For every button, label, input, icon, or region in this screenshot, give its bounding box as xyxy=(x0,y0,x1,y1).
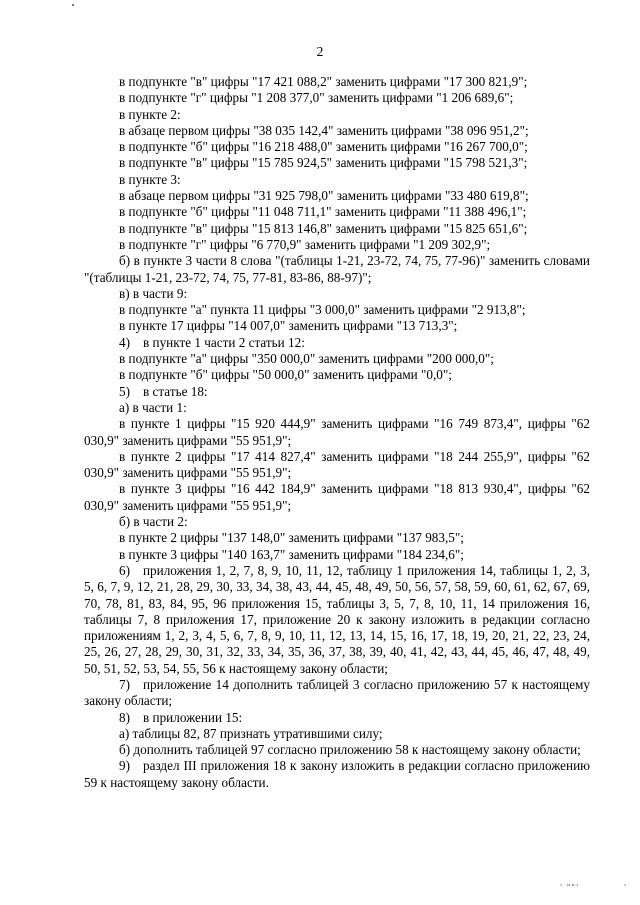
paragraph: б) дополнить таблицей 97 согласно приложению 58 к настоящему закону области; xyxy=(119,742,581,758)
paragraph: в подпункте "б" цифры "11 048 711,1" заменить цифрами "11 388 496,1"; xyxy=(119,204,527,220)
scan-artifact xyxy=(72,4,74,6)
item-number: 5) xyxy=(119,383,130,399)
paragraph: в) в части 9: xyxy=(119,285,188,301)
paragraph: в пункте 17 цифры "14 007,0" заменить цифрами "13 713,3"; xyxy=(119,318,458,334)
paragraph: в подпункте "г" цифры "6 770,9" заменить цифрами "1 209 302,9"; xyxy=(119,236,491,252)
paragraph: в пункте 3: xyxy=(119,171,181,187)
paragraph: а) таблицы 82, 87 признать утратившими силу; xyxy=(119,725,383,741)
paragraph: б) в части 2: xyxy=(119,514,188,530)
numbered-item-9 xyxy=(84,758,590,791)
item-text: раздел III приложения 18 к закону изложить в редакции согласно приложению 59 к настоящему закону области. xyxy=(84,758,590,790)
item-number: 8) xyxy=(119,709,130,725)
item-number: 7) xyxy=(119,676,130,692)
paragraph: в подпункте "б" цифры "16 218 488,0" заменить цифрами "16 267 700,0"; xyxy=(119,139,528,155)
paragraph: в подпункте "в" цифры "17 421 088,2" заменить цифрами "17 300 821,9"; xyxy=(119,74,528,89)
paragraph: в подпункте "б" цифры "50 000,0" заменить цифрами "0,0"; xyxy=(119,367,452,383)
paragraph: в подпункте "а" пункта 11 цифры "3 000,0" заменить цифрами "2 913,8"; xyxy=(119,302,526,318)
item-number: 9) xyxy=(119,758,130,774)
paragraph: в пункте 2 цифры "137 148,0" заменить цифрами "137 983,5"; xyxy=(119,530,464,546)
paragraph: б) в пункте 3 части 8 слова "(таблицы 1-21, 23-72, 74, 75, 77-96)" заменить словами "(таблицы 1-21, 23-72, 74, 75, 77-81, 83-86, 88-97)"; xyxy=(84,253,590,285)
item-text: в пункте 1 части 2 статьи 12: xyxy=(143,334,305,350)
document-body xyxy=(84,74,590,791)
paragraph: в пункте 2 цифры "17 414 827,4" заменить цифрами "18 244 255,9", цифры "62 030,9" заменить цифрами "55 951,9"; xyxy=(84,448,590,481)
scan-footer-mark: ' ""' xyxy=(560,883,580,892)
numbered-item-6 xyxy=(84,563,590,677)
numbered-item-7 xyxy=(84,677,590,710)
paragraph: а) в части 1: xyxy=(119,399,187,415)
item-text: приложения 1, 2, 7, 8, 9, 10, 11, 12, таблицу 1 приложения 14, таблицы 1, 2, 3, 5, 6, 7, 9, 12, 21, 28, 29, 30, 33, 34, 38, 43, 44, 45, 48, 49, 50, 56, 57, 58, 59, 60, 61, 62, 67, 69, 70, 78, 81, 83, 84, 95, 96 приложения 15, таблицы 3, 5, 7, 8, 10, 11, 14 приложения 16, таблицы 7, 8 приложения 17, приложение 20 к закону изложить в редакции согласно приложениям 1, 2, 3, 4, 5, 6, 7, 8, 9, 10, 11, 12, 13, 14, 15, 16, 17, 18, 19, 20, 21, 22, 23, 24, 25, 26, 27, 28, 29, 30, 31, 32, 33, 34, 35, 36, 37, 38, 39, 40, 41, 42, 43, 44, 45, 46, 47, 48, 49, 50, 51, 52, 53, 54, 55, 56 к настоящему закону области; xyxy=(84,562,590,676)
paragraph: в пункте 2: xyxy=(119,106,181,122)
paragraph: в подпункте "в" цифры "15 813 146,8" заменить цифрами "15 825 651,6"; xyxy=(119,220,528,236)
numbered-item-4 xyxy=(84,335,590,351)
item-number: 4) xyxy=(119,334,130,350)
paragraph: в абзаце первом цифры "31 925 798,0" заменить цифрами "33 480 619,8"; xyxy=(119,188,529,204)
numbered-item-5 xyxy=(84,384,590,400)
paragraph: в подпункте "г" цифры "1 208 377,0" заменить цифрами "1 206 689,6"; xyxy=(119,90,514,106)
scan-footer-mark: ' xyxy=(624,883,628,892)
paragraph: в пункте 1 цифры "15 920 444,9" заменить цифрами "16 749 873,4", цифры "62 030,9" заменить цифрами "55 951,9"; xyxy=(84,416,590,448)
item-text: приложение 14 дополнить таблицей 3 согласно приложению 57 к настоящему закону области; xyxy=(84,676,590,709)
paragraph: в пункте 3 цифры "16 442 184,9" заменить цифрами "18 813 930,4", цифры "62 030,9" заменить цифрами "55 951,9"; xyxy=(84,481,590,513)
paragraph: в подпункте "а" цифры "350 000,0" заменить цифрами "200 000,0"; xyxy=(119,351,494,367)
paragraph: в абзаце первом цифры "38 035 142,4" заменить цифрами "38 096 951,2"; xyxy=(119,122,529,138)
item-text: в статье 18: xyxy=(143,383,208,399)
numbered-item-8 xyxy=(84,710,590,726)
item-number: 6) xyxy=(119,562,130,578)
paragraph: в пункте 3 цифры "140 163,7" заменить цифрами "184 234,6"; xyxy=(119,546,464,562)
paragraph: в подпункте "в" цифры "15 785 924,5" заменить цифрами "15 798 521,3"; xyxy=(119,155,528,171)
page-number: 2 xyxy=(316,44,324,59)
item-text: в приложении 15: xyxy=(143,709,243,725)
